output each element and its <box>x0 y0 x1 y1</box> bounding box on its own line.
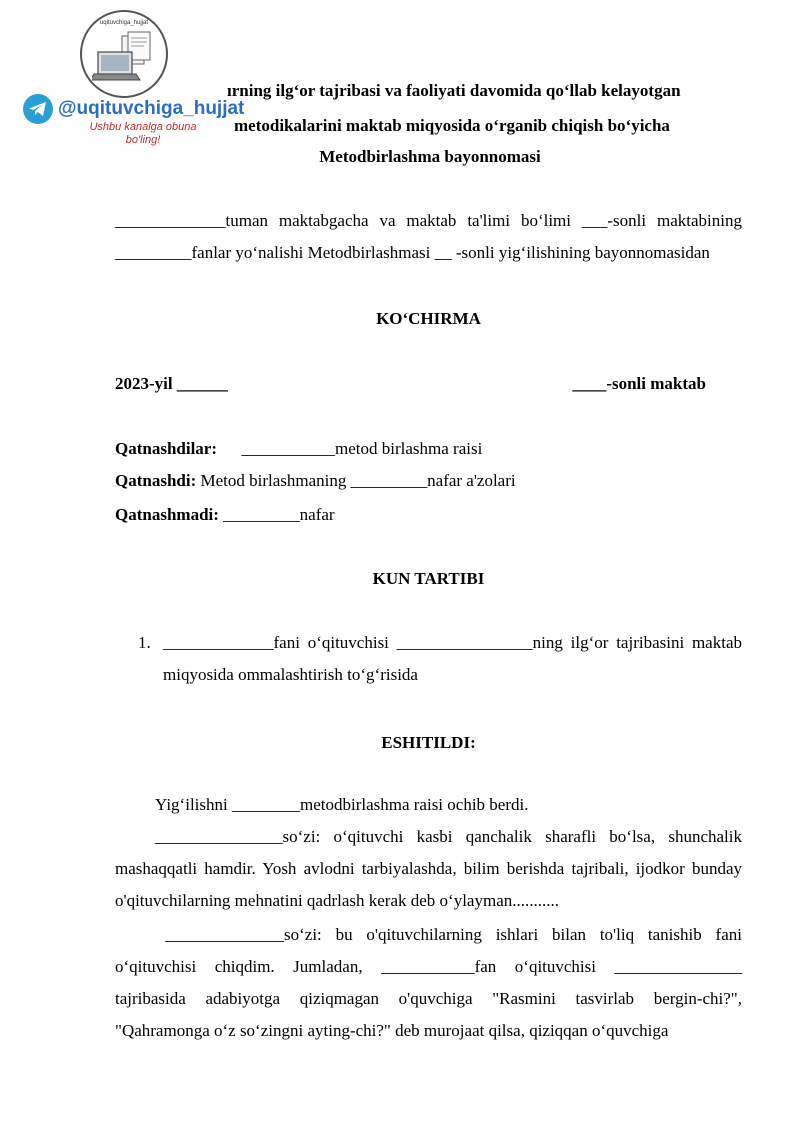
absent-value: _________nafar <box>223 505 335 524</box>
agenda-heading: KUN TARTIBI <box>372 569 485 588</box>
attendance-attended <box>115 471 516 491</box>
logo-caption: uqituvchiga_hujjat <box>99 20 149 26</box>
attendance-absent <box>115 505 335 525</box>
absent-label: Qatnashmadi: <box>115 505 219 524</box>
title-line-3: Metodbirlashma bayonnomasi <box>319 147 541 166</box>
channel-logo <box>80 10 168 98</box>
attended-value: Metod birlashmaning _________nafar a'zolari <box>200 471 516 490</box>
telegram-icon <box>22 93 54 125</box>
paragraph-opening: Yig‘ilishni ________metodbirlashma raisi ochib berdi. <box>155 795 529 814</box>
date-row <box>115 374 742 394</box>
channel-handle[interactable]: @uqituvchiga_hujjat <box>58 98 245 119</box>
school-number-field: ____-sonli maktab <box>572 374 706 393</box>
present-label: Qatnashdilar: <box>115 439 218 458</box>
attendance-present <box>115 439 482 459</box>
agenda-item-number: 1. <box>138 633 151 652</box>
copy-heading: KO‘CHIRMA <box>376 309 481 328</box>
paragraph-speech-2: ______________so‘zi: bu o'qituvchilarning ishlari bilan to'liq tanishib fani o‘qituvchisi chiqdim. Jumladan, ___________fan o‘qituvchisi _______________ tajribasida adabiyotga qiziqmagan o'quvchiga "Rasmini tasvirlab bergin-chi?", "Qahramonga o‘z so‘zingni ayting-chi?" deb murojaat qilsa, qiziqqan o‘quvchiga <box>115 925 742 1040</box>
laptop-documents-icon <box>92 30 158 90</box>
title-line-2: metodikalarini maktab miqyosida o‘rganib chiqish bo‘yicha <box>234 116 670 135</box>
date-field: 2023-yil ______ <box>115 374 228 393</box>
subscribe-line-1: Ushbu kanalga obuna <box>89 121 197 133</box>
subscribe-line-2: bo'ling! <box>125 134 161 146</box>
agenda-item-text: _____________fani o‘qituvchisi ________________ning ilg‘or tajribasini maktab miqyosida ommalashtirish to‘g‘risida <box>163 633 742 684</box>
heard-heading: ESHITILDI: <box>381 733 476 752</box>
agenda-item <box>138 627 742 691</box>
attended-label: Qatnashdi: <box>115 471 197 490</box>
paragraph-speech-1: _______________so‘zi: o‘qituvchi kasbi qanchalik sharafli bo‘lsa, shunchalik mashaqqatli hamdir. Yosh avlodni tarbiyalashda, bilim berishda tajribali, ijodkor bunday o'qituvchilarning mehnatini qadrlash kerak deb o‘ylayman........... <box>115 827 742 910</box>
subscribe-caption <box>78 121 208 147</box>
present-value: ___________metod birlashma raisi <box>241 439 483 458</box>
title-line-1: ırning ilg‘or tajribasi va faoliyati davomida qo‘llab kelayotgan <box>227 81 681 100</box>
intro-paragraph: _____________tuman maktabgacha va maktab ta'limi bo‘limi ___-sonli maktabining _________fanlar yo‘nalishi Metodbirlashmasi __ -sonli yig‘ilishining bayonnomasidan <box>115 211 742 262</box>
